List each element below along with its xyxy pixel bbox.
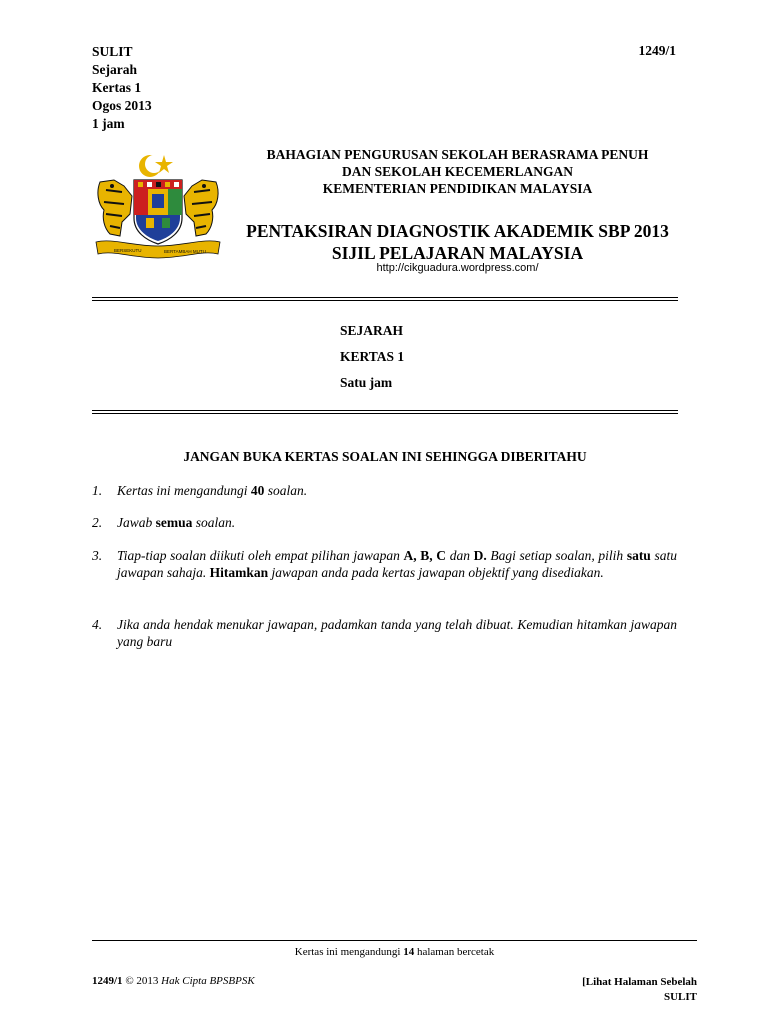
instruction-part: soalan. <box>192 515 236 530</box>
right-tiger-icon <box>184 180 218 236</box>
instruction-emphasis: 40 <box>250 483 265 498</box>
page-count-part: halaman bercetak <box>414 946 495 958</box>
instruction-part: Tiap-tiap soalan diikuti oleh empat pilihan jawapan <box>117 548 404 563</box>
header-date: Ogos 2013 <box>92 98 152 113</box>
instruction-text <box>117 483 677 500</box>
instruction-part: Kertas ini mengandungi <box>117 483 251 498</box>
copyright-year: © 2013 <box>122 975 162 987</box>
instruction-part: satu jawapan sahaja. <box>117 548 677 580</box>
instruction-item <box>92 515 677 532</box>
source-url: http://cikguadura.wordpress.com/ <box>376 262 539 274</box>
instruction-part: jawapan anda pada kertas jawapan objektif yang disediakan. <box>268 564 604 580</box>
copyright-line <box>92 975 255 987</box>
subject-name: SEJARAH <box>340 323 404 338</box>
footer-rule <box>92 940 697 941</box>
instruction-emphasis: Hitamkan <box>209 564 269 580</box>
instruction-emphasis: semua <box>155 515 193 530</box>
malaysia-coat-of-arms-logo <box>92 152 224 262</box>
organization-name <box>220 146 695 197</box>
double-rule-top <box>92 297 678 301</box>
header-duration: 1 jam <box>92 116 125 131</box>
header-subject: Sejarah <box>92 62 137 77</box>
exam-title <box>220 220 695 264</box>
instruction-emphasis: satu <box>626 548 651 563</box>
shield-icon <box>134 180 182 244</box>
instruction-item <box>92 483 677 500</box>
subject-duration: Satu jam <box>340 375 393 390</box>
exam-title-line-2: SIJIL PELAJARAN MALAYSIA <box>331 243 584 263</box>
next-page-note: [Lihat Halaman Sebelah <box>582 976 697 988</box>
instruction-part: Bagi setiap soalan, pilih <box>486 548 627 563</box>
instruction-part: Jika anda hendak menukar jawapan, padamkan tanda yang telah dibuat. Kemudian hitamkan jawapan yang baru <box>117 617 677 649</box>
org-line-3: KEMENTERIAN PENDIDIKAN MALAYSIA <box>322 181 593 196</box>
subject-block <box>340 318 404 396</box>
exam-title-line-1: PENTAKSIRAN DIAGNOSTIK AKADEMIK SBP 2013 <box>246 221 669 241</box>
header-paper-code: 1249/1 <box>638 43 676 58</box>
motto-right-text: BERTAMBAH MUTU <box>164 249 206 254</box>
instruction-item <box>92 548 677 581</box>
instruction-text <box>117 515 677 532</box>
instruction-emphasis: A, B, C <box>403 548 447 563</box>
instruction-text <box>117 548 677 581</box>
copyright-holder: Hak Cipta BPSBPSK <box>161 975 255 987</box>
instruction-number: 3. <box>92 548 103 563</box>
crescent-star-icon <box>139 155 173 177</box>
subject-paper: KERTAS 1 <box>340 349 405 364</box>
instruction-number: 4. <box>92 617 103 632</box>
org-line-2: DAN SEKOLAH KECEMERLANGAN <box>341 164 574 179</box>
instruction-part: soalan. <box>264 483 308 498</box>
page-count-part: Kertas ini mengandungi <box>294 946 404 958</box>
header-left-block <box>92 43 152 133</box>
warning-heading: JANGAN BUKA KERTAS SOALAN INI SEHINGGA DIBERITAHU <box>183 449 587 464</box>
footer-paper-code: 1249/1 <box>92 975 123 987</box>
instruction-part: Jawab <box>117 515 156 530</box>
footer-sulit: SULIT <box>663 991 697 1003</box>
double-rule-bottom <box>92 410 678 414</box>
org-line-1: BAHAGIAN PENGURUSAN SEKOLAH BERASRAMA PENUH <box>266 147 649 162</box>
left-tiger-icon <box>98 180 132 236</box>
header-paper: Kertas 1 <box>92 80 142 95</box>
instruction-number: 2. <box>92 515 103 530</box>
instruction-part: dan <box>446 548 474 563</box>
page-count-note <box>92 946 697 958</box>
motto-left-text: BERSEKUTU <box>114 248 142 253</box>
footer-right-block <box>582 975 697 1005</box>
instruction-number: 1. <box>92 483 103 498</box>
page-count-number: 14 <box>403 946 415 958</box>
header-sulit: SULIT <box>92 44 133 59</box>
instruction-item <box>92 617 677 650</box>
instruction-text <box>117 617 677 650</box>
instruction-emphasis: D. <box>473 548 487 563</box>
